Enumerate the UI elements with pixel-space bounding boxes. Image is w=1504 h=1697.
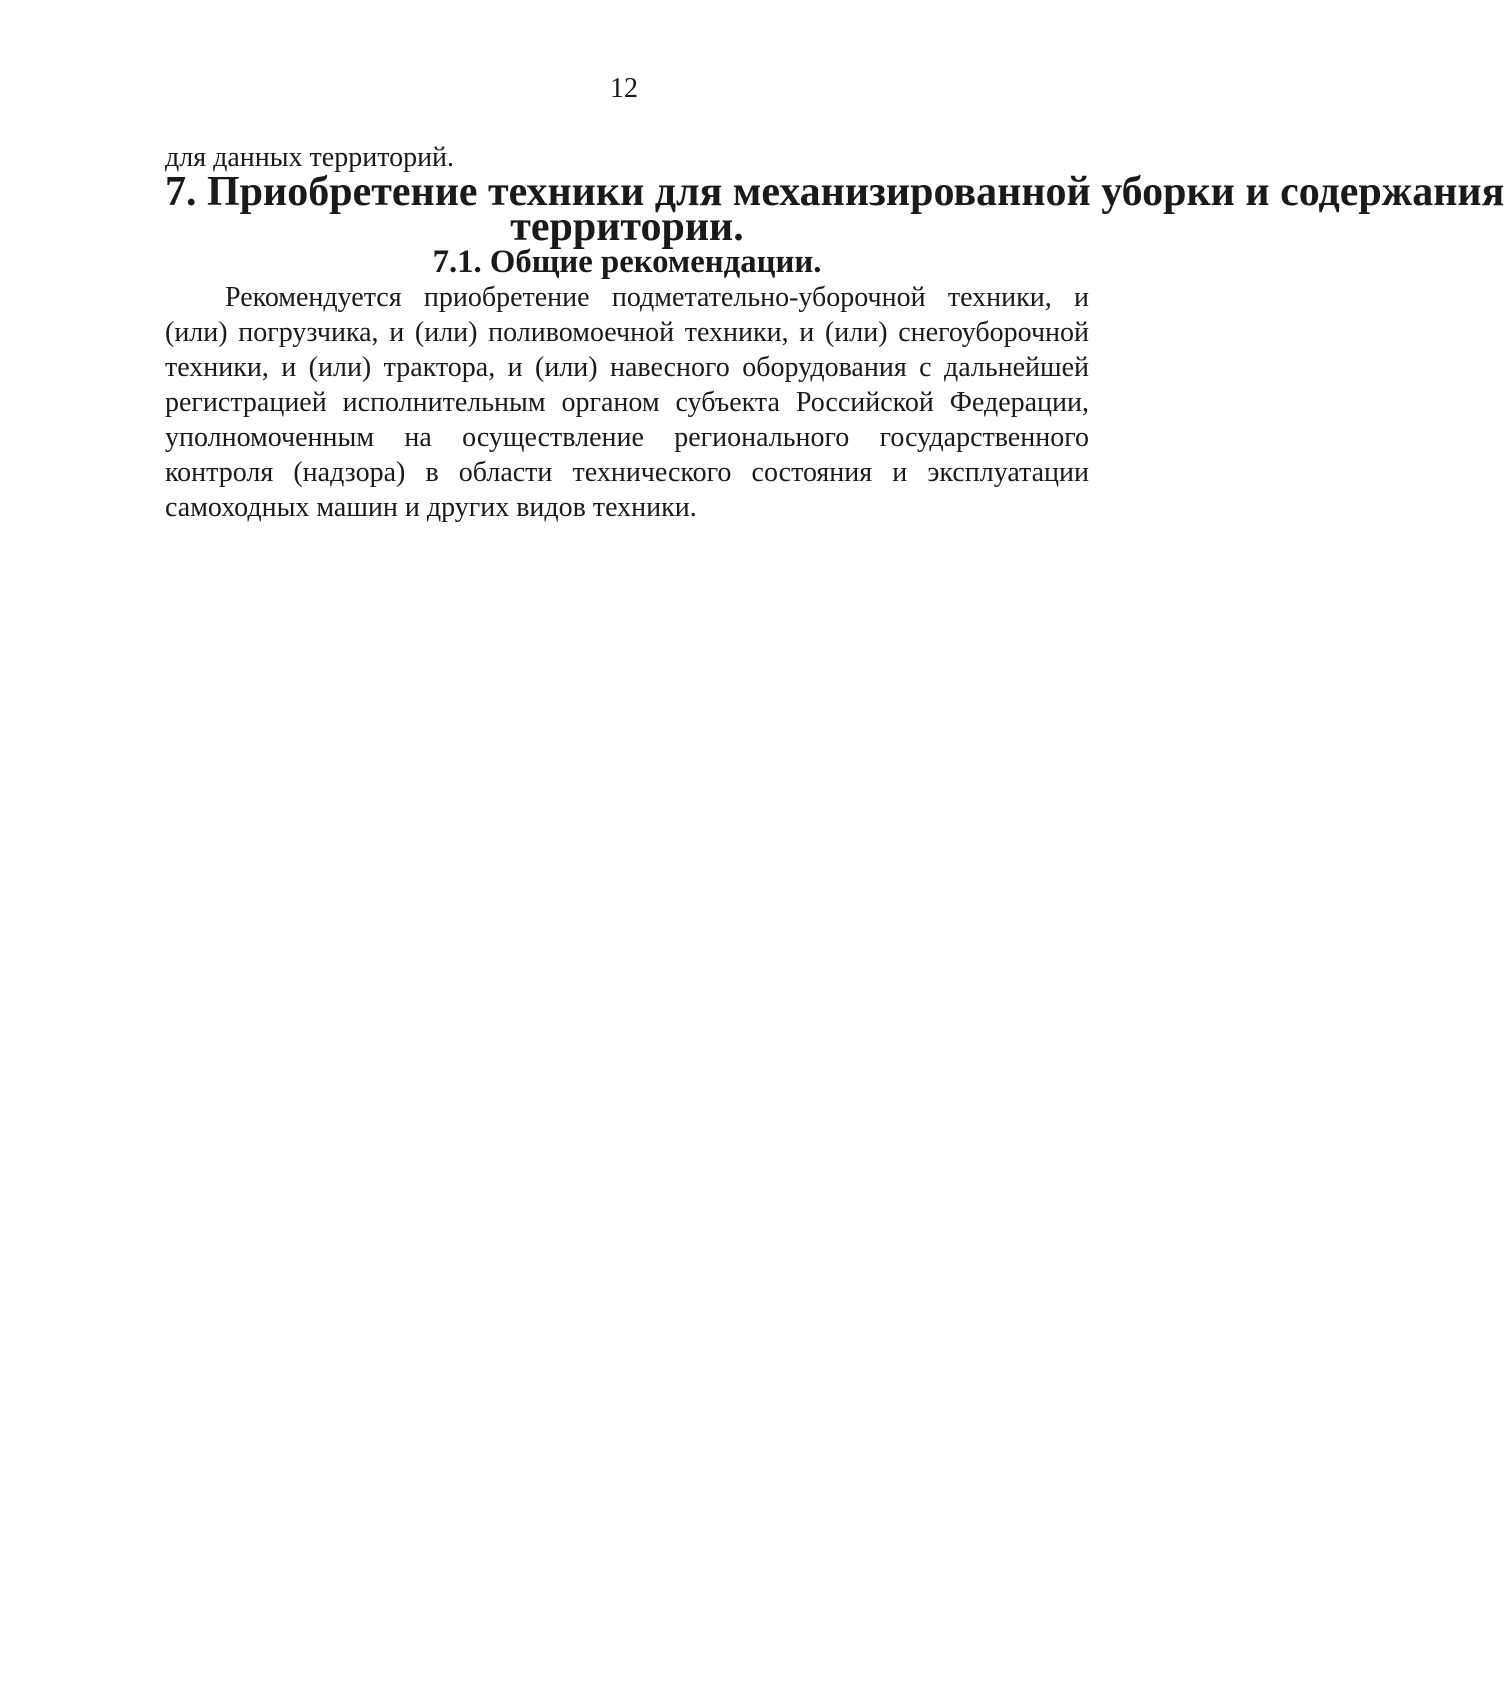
paragraph-line: самоходных машин и других видов техники. <box>165 492 697 523</box>
section-heading-line: 7. Приобретение техники для механизированной уборки и содержания <box>165 169 1504 215</box>
paragraph-line: (или) погрузчика, и (или) поливомоечной техники, и (или) снегоуборочной <box>165 317 1089 348</box>
paragraph-line: уполномоченным на осуществление регионального государственного <box>165 422 1089 453</box>
paragraph-line: регистрацией исполнительным органом субъекта Российской Федерации, <box>165 387 1089 418</box>
subsection-heading <box>165 245 1089 280</box>
body-paragraph <box>165 280 1089 525</box>
subsection-heading-line: 7.1. Общие рекомендации. <box>432 244 822 280</box>
paragraph-line: техники, и (или) трактора, и (или) навесного оборудования с дальнейшей <box>165 352 1089 383</box>
page-number: 12 <box>610 73 638 104</box>
text-line: для данных территорий. <box>165 142 455 173</box>
section-heading <box>165 169 1504 250</box>
section-heading-line: территории. <box>510 204 744 250</box>
document-body <box>165 140 1504 525</box>
paragraph-line: контроля (надзора) в области технического состояния и эксплуатации <box>165 457 1089 488</box>
paragraph-line: Рекомендуется приобретение подметательно-уборочной техники, и <box>225 282 1089 313</box>
